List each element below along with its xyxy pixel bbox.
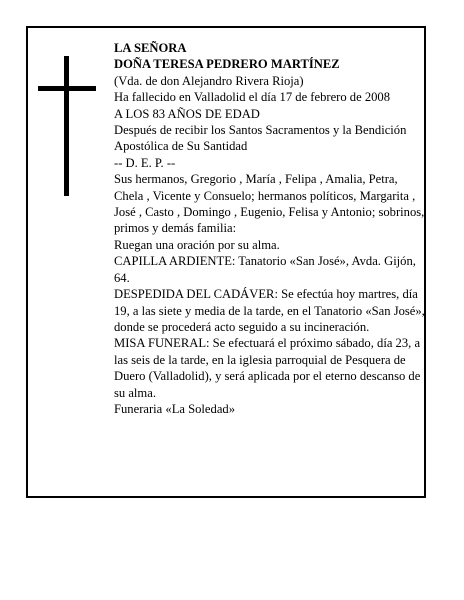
funeral-home-line: Funeraria «La Soledad» (114, 401, 235, 416)
funeral-mass-line: MISA FUNERAL: Se efectuará el próximo sábado, día 23, a las seis de la tarde, en la iglesia parroquial de Pesquera de Duero (Valladolid), y será aplicada por el eterno descanso de su alma. (114, 336, 421, 400)
farewell-line: DESPEDIDA DEL CADÁVER: Se efectúa hoy martres, día 19, a las siete y media de la tarde, en el Tanatorio «San José», donde se procederá acto seguido a su incineración. (114, 287, 425, 334)
rip-line: -- D. E. P. -- (114, 155, 176, 170)
death-line: Ha fallecido en Valladolid el día 17 de febrero de 2008 (114, 90, 391, 105)
obituary-text (114, 40, 426, 417)
age-line: A LOS 83 AÑOS DE EDAD (114, 106, 260, 121)
title-line: LA SEÑORA (114, 41, 187, 55)
cross-icon-bar (38, 86, 96, 91)
family-line: Sus hermanos, Gregorio , María , Felipa , Amalia, Petra, Chela , Vicente y Consuelo; hermanos políticos, Margarita , José , Casto , Domingo , Eugenio, Felisa y Antonio; sobrinos, primos y demás familia: (114, 172, 425, 236)
cross-icon (64, 56, 69, 196)
widow-line: (Vda. de don Alejandro Rivera Rioja) (114, 73, 304, 88)
chapel-line: CAPILLA ARDIENTE: Tanatorio «San José», Avda. Gijón, 64. (114, 254, 416, 285)
deceased-name: DOÑA TERESA PEDRERO MARTÍNEZ (114, 57, 340, 72)
sacraments-line: Después de recibir los Santos Sacramentos y la Bendición Apostólica de Su Santidad (114, 123, 407, 154)
prayer-line: Ruegan una oración por su alma. (114, 237, 280, 252)
